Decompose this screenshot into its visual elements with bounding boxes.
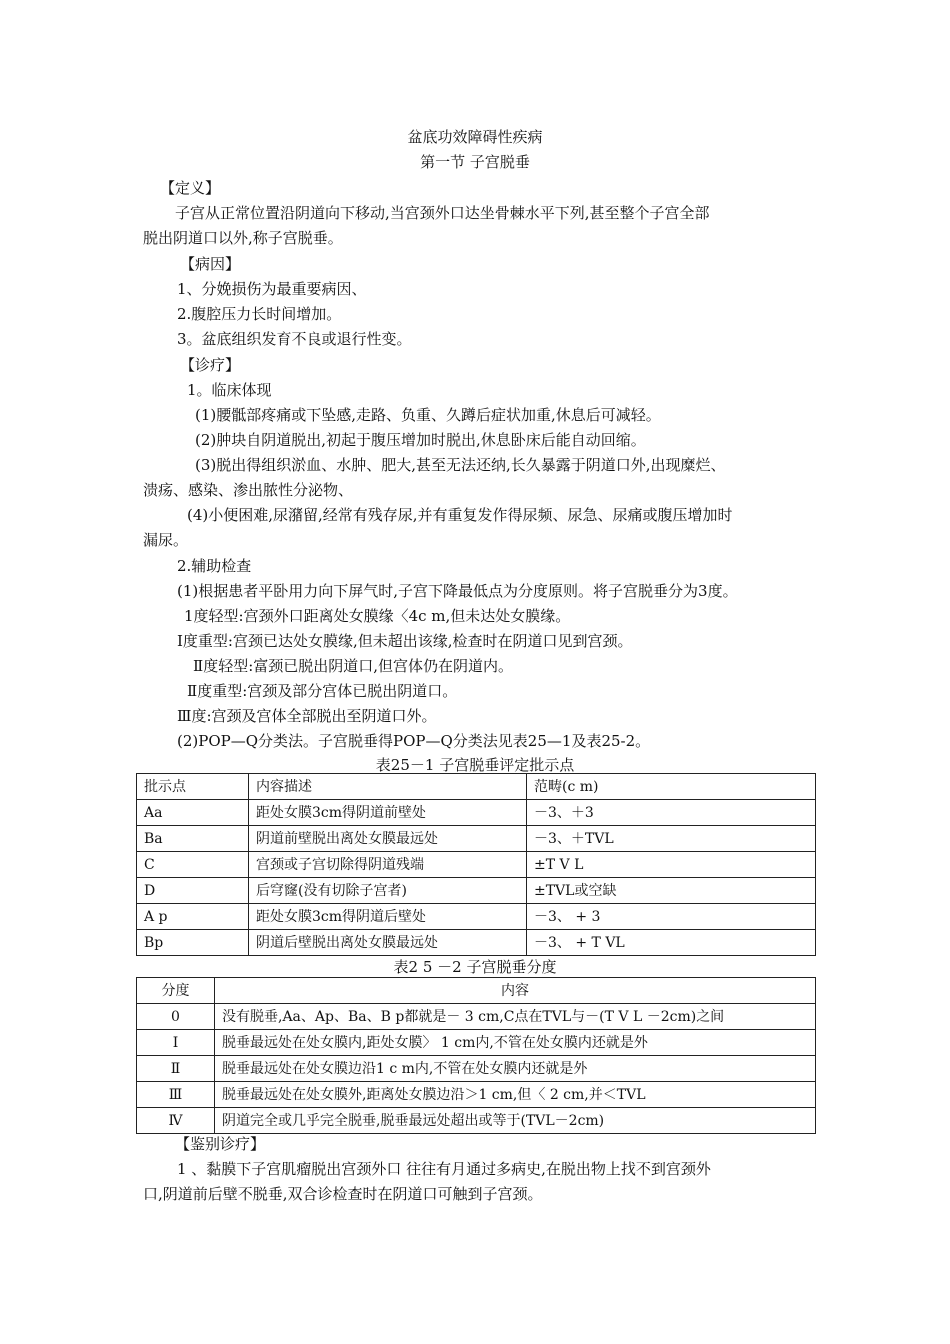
grade-line: Ⅱ度轻型:富颈已脱出阴道口,但宫体仍在阴道内。 — [193, 657, 514, 675]
clinical-heading: 1。临床体现 — [187, 381, 272, 399]
table-cell: 阴道完全或几乎完全脱垂,脱垂最远处超出或等于(TVL－2cm) — [215, 1108, 816, 1134]
grade-line: Ⅲ度:宫颈及宫体全部脱出至阴道口外。 — [177, 707, 437, 725]
table-cell: 距处女膜3cm得阴道后壁处 — [249, 904, 527, 930]
grade-line: 1度轻型:宫颈外口距离处女膜缘〈4c m,但未达处女膜缘。 — [184, 607, 571, 625]
table-cell: －3、 + 3 — [527, 904, 816, 930]
prolapse-grading-table — [136, 977, 816, 1134]
table-cell: ±T V L — [527, 852, 816, 878]
table2-caption: 表2 5 －2 子宫脱垂分度 — [393, 958, 557, 976]
table-header-cell: 范畴(c m) — [527, 774, 816, 800]
definition-heading: 【定义】 — [160, 179, 221, 197]
clinical-paragraph: 漏尿。 — [143, 531, 189, 549]
table-cell: 脱垂最远处在处女膜外,距离处女膜边沿＞1 cm,但〈 2 cm,并＜TVL — [215, 1082, 816, 1108]
differential-text-line: 口,阴道前后壁不脱垂,双合诊检查时在阴道口可触到子宫颈。 — [143, 1185, 543, 1203]
table-row — [137, 904, 816, 930]
clinical-paragraph: (3)脱出得组织淤血、水肿、肥大,甚至无法还纳,长久暴露于阴道口外,出现糜烂、 — [195, 456, 726, 474]
table-row — [137, 1030, 816, 1056]
clinical-paragraph: 溃疡、感染、渗出脓性分泌物、 — [143, 481, 354, 499]
table-cell: －3、＋TVL — [527, 826, 816, 852]
table-header-row — [137, 978, 816, 1004]
aux-paragraph: (1)根据患者平卧用力向下屏气时,子宫下降最低点为分度原则。将子宫脱垂分为3度。 — [177, 582, 738, 600]
grade-line: I度重型:宫颈已达处女膜缘,但未超出该缘,检查时在阴道口见到宫颈。 — [177, 632, 633, 650]
table-cell: 0 — [137, 1004, 215, 1030]
table-header-cell: 分度 — [137, 978, 215, 1004]
section-title: 第一节 子宫脱垂 — [420, 153, 530, 171]
table-cell: 阴道后壁脱出离处女膜最远处 — [249, 930, 527, 956]
table-cell: ±TVL或空缺 — [527, 878, 816, 904]
table-row — [137, 800, 816, 826]
table-cell: －3、 + T VL — [527, 930, 816, 956]
table-cell: －3、＋3 — [527, 800, 816, 826]
evaluation-points-table — [136, 773, 816, 956]
clinical-paragraph: (4)小便困难,尿潴留,经常有残存尿,并有重复发作得尿频、尿急、尿痛或腹压增加时 — [187, 506, 733, 524]
table-row — [137, 1082, 816, 1108]
table-header-cell: 内容描述 — [249, 774, 527, 800]
table-cell: I — [137, 1030, 215, 1056]
table-cell: 距处女膜3cm得阴道前壁处 — [249, 800, 527, 826]
definition-text-line: 子宫从正常位置沿阴道向下移动,当宫颈外口达坐骨棘水平下列,甚至整个子宫全部 — [175, 204, 710, 222]
table-header-cell: 批示点 — [137, 774, 249, 800]
table-row — [137, 852, 816, 878]
table-cell: A p — [137, 904, 249, 930]
table-cell: 后穹窿(没有切除子宫者) — [249, 878, 527, 904]
table-cell: Aa — [137, 800, 249, 826]
aux-paragraph: (2)POP—Q分类法。子宫脱垂得POP—Q分类法见表25—1及表25-2。 — [177, 732, 651, 750]
differential-heading: 【鉴别诊疗】 — [175, 1135, 266, 1153]
table-cell: 脱垂最远处在处女膜内,距处女膜〉 1 cm内,不管在处女膜内还就是外 — [215, 1030, 816, 1056]
table-cell: 宫颈或子宫切除得阴道残端 — [249, 852, 527, 878]
document-title: 盆底功效障碍性疾病 — [407, 128, 543, 146]
table-row — [137, 1108, 816, 1134]
cause-item: 3。盆底组织发育不良或退行性变。 — [177, 330, 412, 348]
table-cell: Bp — [137, 930, 249, 956]
table-row — [137, 1056, 816, 1082]
clinical-paragraph: (2)肿块自阴道脱出,初起于腹压增加时脱出,休息卧床后能自动回缩。 — [195, 431, 646, 449]
cause-item: 1、分娩损伤为最重要病因、 — [177, 280, 367, 298]
table-header-cell: 内容 — [215, 978, 816, 1004]
cause-item: 2.腹腔压力长时间增加。 — [177, 305, 342, 323]
aux-heading: 2.辅助检查 — [177, 557, 252, 575]
table-cell: 阴道前壁脱出离处女膜最远处 — [249, 826, 527, 852]
table-cell: C — [137, 852, 249, 878]
table-cell: Ⅲ — [137, 1082, 215, 1108]
table-cell: Ⅱ — [137, 1056, 215, 1082]
table-cell: 脱垂最远处在处女膜边沿1 c m内,不管在处女膜内还就是外 — [215, 1056, 816, 1082]
differential-text-line: 1 、黏膜下子宫肌瘤脱出宫颈外口 往往有月通过多病史,在脱出物上找不到宫颈外 — [177, 1160, 711, 1178]
table-cell: D — [137, 878, 249, 904]
table1-caption: 表25－1 子宫脱垂评定批示点 — [375, 756, 575, 774]
table-cell: Ⅳ — [137, 1108, 215, 1134]
table-row — [137, 878, 816, 904]
clinical-paragraph: (1)腰骶部疼痛或下坠感,走路、负重、久蹲后症状加重,休息后可减轻。 — [195, 406, 661, 424]
table-row — [137, 930, 816, 956]
table-cell: 没有脱垂,Aa、Ap、Ba、B p都就是－ 3 cm,C点在TVL与－(T V L －2cm)之间 — [215, 1004, 816, 1030]
grade-line: Ⅱ度重型:宫颈及部分宫体已脱出阴道口。 — [187, 682, 458, 700]
definition-text-line: 脱出阴道口以外,称子宫脱垂。 — [143, 229, 343, 247]
table-row — [137, 1004, 816, 1030]
diagnosis-heading: 【诊疗】 — [180, 356, 241, 374]
table-cell: Ba — [137, 826, 249, 852]
table-header-row — [137, 774, 816, 800]
table-row — [137, 826, 816, 852]
cause-heading: 【病因】 — [180, 255, 241, 273]
